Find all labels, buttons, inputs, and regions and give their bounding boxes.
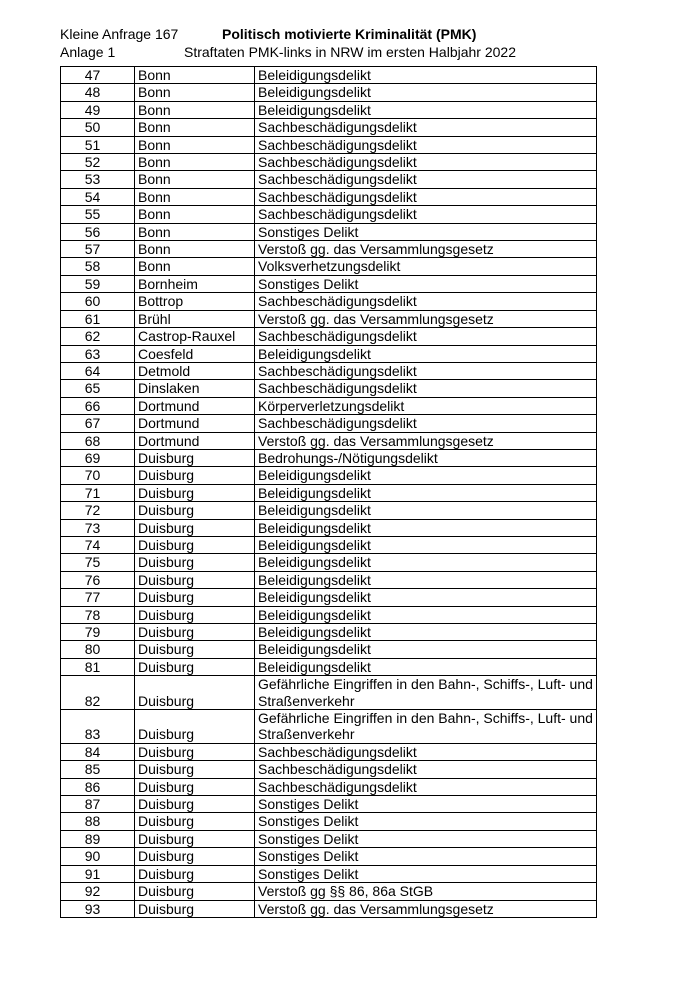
offense-cell: Sonstiges Delikt [255,275,597,292]
city-cell: Duisburg [135,865,255,882]
offense-cell: Sachbeschädigungsdelikt [255,743,597,760]
city-cell: Duisburg [135,484,255,501]
table-row [61,241,597,258]
table-row [61,536,597,553]
row-number-cell: 57 [61,241,135,258]
city-cell: Brühl [135,310,255,327]
city-cell: Bonn [135,223,255,240]
row-number-cell: 76 [61,571,135,588]
city-cell: Duisburg [135,519,255,536]
row-number-cell: 88 [61,813,135,830]
table-row [61,658,597,675]
row-number-cell: 91 [61,865,135,882]
offense-cell: Beleidigungsdelikt [255,589,597,606]
city-cell: Castrop-Rauxel [135,328,255,345]
row-number-cell: 77 [61,589,135,606]
row-number-cell: 81 [61,658,135,675]
row-number-cell: 53 [61,171,135,188]
row-number-cell: 58 [61,258,135,275]
row-number-cell: 86 [61,778,135,795]
row-number-cell: 69 [61,449,135,466]
city-cell: Duisburg [135,536,255,553]
row-number-cell: 47 [61,67,135,84]
city-cell: Duisburg [135,813,255,830]
offense-cell: Bedrohungs-/Nötigungsdelikt [255,449,597,466]
city-cell: Duisburg [135,658,255,675]
city-cell: Bonn [135,171,255,188]
offense-cell: Sachbeschädigungsdelikt [255,761,597,778]
city-cell: Bonn [135,136,255,153]
city-cell: Bonn [135,84,255,101]
row-number-cell: 55 [61,206,135,223]
offense-cell: Sonstiges Delikt [255,848,597,865]
table-row [61,84,597,101]
city-cell: Coesfeld [135,345,255,362]
table-row [61,206,597,223]
table-row [61,67,597,84]
offense-cell: Beleidigungsdelikt [255,84,597,101]
row-number-cell: 65 [61,380,135,397]
city-cell: Bonn [135,119,255,136]
offense-cell: Sachbeschädigungsdelikt [255,293,597,310]
table-row [61,171,597,188]
offense-cell: Volksverhetzungsdelikt [255,258,597,275]
offense-cell: Körperverletzungsdelikt [255,397,597,414]
offense-cell: Sachbeschädigungsdelikt [255,188,597,205]
city-cell: Bottrop [135,293,255,310]
row-number-cell: 66 [61,397,135,414]
offense-cell: Beleidigungsdelikt [255,345,597,362]
offense-cell: Sachbeschädigungsdelikt [255,136,597,153]
row-number-cell: 60 [61,293,135,310]
row-number-cell: 52 [61,154,135,171]
offense-cell: Sonstiges Delikt [255,796,597,813]
table-row [61,830,597,847]
table-row [61,519,597,536]
table-row [61,796,597,813]
table-row [61,883,597,900]
offense-cell: Beleidigungsdelikt [255,519,597,536]
table-row [61,345,597,362]
city-cell: Dinslaken [135,380,255,397]
offense-cell: Beleidigungsdelikt [255,502,597,519]
table-row [61,848,597,865]
table-row [61,710,597,744]
row-number-cell: 59 [61,275,135,292]
document-header [60,25,600,65]
offense-table-body [61,67,597,918]
offense-cell: Verstoß gg. das Versammlungsgesetz [255,310,597,327]
offense-cell: Sachbeschädigungsdelikt [255,171,597,188]
row-number-cell: 87 [61,796,135,813]
offense-cell: Beleidigungsdelikt [255,606,597,623]
row-number-cell: 67 [61,415,135,432]
document-title: Politisch motivierte Kriminalität (PMK) [222,26,477,42]
offense-cell: Gefährliche Eingriffen in den Bahn-, Schiffs-, Luft- und Straßenverkehr [255,676,597,710]
city-cell: Duisburg [135,554,255,571]
offense-cell: Sachbeschädigungsdelikt [255,415,597,432]
row-number-cell: 73 [61,519,135,536]
table-row [61,101,597,118]
row-number-cell: 49 [61,101,135,118]
city-cell: Duisburg [135,743,255,760]
table-row [61,589,597,606]
table-row [61,571,597,588]
table-row [61,258,597,275]
table-row [61,900,597,917]
city-cell: Duisburg [135,830,255,847]
city-cell: Dortmund [135,397,255,414]
row-number-cell: 84 [61,743,135,760]
table-row [61,449,597,466]
table-row [61,328,597,345]
offense-cell: Verstoß gg. das Versammlungsgesetz [255,241,597,258]
row-number-cell: 56 [61,223,135,240]
attachment-label: Anlage 1 [60,44,116,60]
table-row [61,676,597,710]
city-cell: Duisburg [135,710,255,744]
city-cell: Duisburg [135,848,255,865]
table-row [61,554,597,571]
table-row [61,432,597,449]
city-cell: Bonn [135,258,255,275]
table-row [61,743,597,760]
row-number-cell: 92 [61,883,135,900]
city-cell: Duisburg [135,900,255,917]
row-number-cell: 48 [61,84,135,101]
table-row [61,310,597,327]
row-number-cell: 74 [61,536,135,553]
row-number-cell: 71 [61,484,135,501]
city-cell: Bonn [135,154,255,171]
row-number-cell: 83 [61,710,135,744]
offense-cell: Sonstiges Delikt [255,865,597,882]
city-cell: Bonn [135,67,255,84]
offense-cell: Sachbeschädigungsdelikt [255,154,597,171]
city-cell: Detmold [135,362,255,379]
table-row [61,624,597,641]
offense-cell: Beleidigungsdelikt [255,467,597,484]
table-row [61,119,597,136]
offense-cell: Sachbeschädigungsdelikt [255,328,597,345]
offense-cell: Sachbeschädigungsdelikt [255,206,597,223]
city-cell: Duisburg [135,676,255,710]
city-cell: Bonn [135,188,255,205]
table-row [61,484,597,501]
city-cell: Dortmund [135,415,255,432]
row-number-cell: 70 [61,467,135,484]
city-cell: Dortmund [135,432,255,449]
row-number-cell: 50 [61,119,135,136]
offense-cell: Beleidigungsdelikt [255,658,597,675]
row-number-cell: 89 [61,830,135,847]
offense-cell: Sachbeschädigungsdelikt [255,362,597,379]
offense-cell: Sonstiges Delikt [255,813,597,830]
table-row [61,641,597,658]
offense-cell: Beleidigungsdelikt [255,571,597,588]
offense-cell: Beleidigungsdelikt [255,554,597,571]
city-cell: Bonn [135,241,255,258]
city-cell: Bonn [135,206,255,223]
row-number-cell: 68 [61,432,135,449]
row-number-cell: 85 [61,761,135,778]
document-subtitle: Straftaten PMK-links in NRW im ersten Halbjahr 2022 [184,44,516,60]
city-cell: Duisburg [135,796,255,813]
city-cell: Duisburg [135,449,255,466]
row-number-cell: 72 [61,502,135,519]
row-number-cell: 82 [61,676,135,710]
row-number-cell: 80 [61,641,135,658]
row-number-cell: 61 [61,310,135,327]
offense-cell: Beleidigungsdelikt [255,641,597,658]
table-row [61,397,597,414]
row-number-cell: 78 [61,606,135,623]
offense-table [60,66,597,918]
city-cell: Duisburg [135,624,255,641]
row-number-cell: 64 [61,362,135,379]
table-row [61,223,597,240]
city-cell: Duisburg [135,883,255,900]
table-row [61,813,597,830]
table-row [61,154,597,171]
row-number-cell: 63 [61,345,135,362]
row-number-cell: 75 [61,554,135,571]
offense-cell: Verstoß gg. das Versammlungsgesetz [255,900,597,917]
offense-cell: Sachbeschädigungsdelikt [255,778,597,795]
city-cell: Duisburg [135,641,255,658]
table-row [61,380,597,397]
inquiry-label: Kleine Anfrage 167 [60,26,179,42]
offense-cell: Beleidigungsdelikt [255,624,597,641]
offense-cell: Beleidigungsdelikt [255,484,597,501]
row-number-cell: 90 [61,848,135,865]
city-cell: Duisburg [135,589,255,606]
city-cell: Duisburg [135,571,255,588]
row-number-cell: 54 [61,188,135,205]
table-row [61,188,597,205]
table-row [61,778,597,795]
row-number-cell: 51 [61,136,135,153]
table-row [61,761,597,778]
table-row [61,275,597,292]
row-number-cell: 79 [61,624,135,641]
header-left-block [60,25,178,61]
row-number-cell: 62 [61,328,135,345]
offense-cell: Sonstiges Delikt [255,830,597,847]
city-cell: Duisburg [135,761,255,778]
offense-cell: Beleidigungsdelikt [255,67,597,84]
table-row [61,606,597,623]
offense-cell: Verstoß gg. das Versammlungsgesetz [255,432,597,449]
city-cell: Duisburg [135,502,255,519]
table-row [61,467,597,484]
offense-cell: Sachbeschädigungsdelikt [255,119,597,136]
table-row [61,865,597,882]
city-cell: Duisburg [135,467,255,484]
offense-cell: Beleidigungsdelikt [255,536,597,553]
offense-cell: Beleidigungsdelikt [255,101,597,118]
table-row [61,293,597,310]
offense-cell: Gefährliche Eingriffen in den Bahn-, Schiffs-, Luft- und Straßenverkehr [255,710,597,744]
table-row [61,415,597,432]
table-row [61,502,597,519]
city-cell: Duisburg [135,606,255,623]
offense-cell: Sachbeschädigungsdelikt [255,380,597,397]
table-row [61,362,597,379]
city-cell: Bornheim [135,275,255,292]
city-cell: Bonn [135,101,255,118]
offense-cell: Sonstiges Delikt [255,223,597,240]
row-number-cell: 93 [61,900,135,917]
city-cell: Duisburg [135,778,255,795]
table-row [61,136,597,153]
offense-cell: Verstoß gg §§ 86, 86a StGB [255,883,597,900]
